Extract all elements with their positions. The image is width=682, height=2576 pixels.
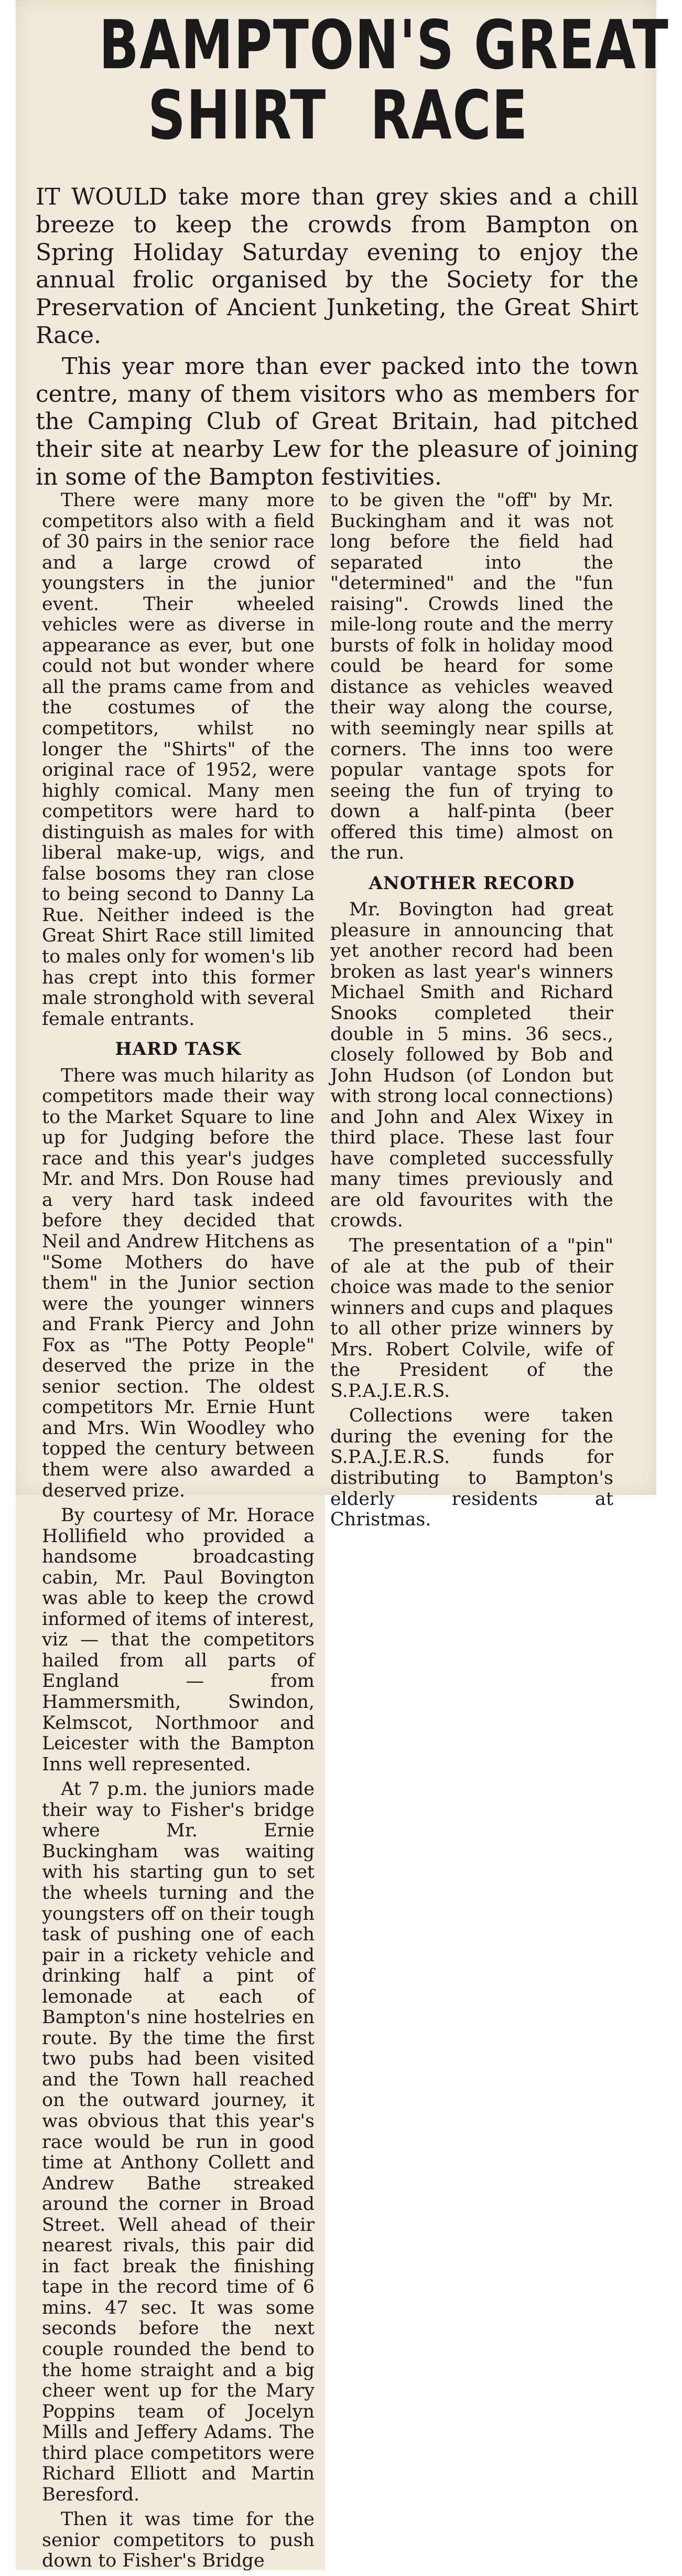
headline-line-2: SHIRT RACE — [148, 77, 528, 155]
intro-paragraph-1: IT WOULD take more than grey skies and a chill breeze to keep the crowds from Bampton on Spring Holiday Saturday evening to enjoy the annual frolic organised by the Society for the Preservation of Ancient Junketing, the Great Shirt Race. — [36, 184, 638, 349]
right-column — [330, 490, 613, 1535]
right-paragraph-1: to be given the "off" by Mr. Buckingham and it was not long before the field had separated into the "determined" and the "fun raising". Crowds lined the mile-long route and the merry bursts of folk in holiday mood could be heard for some distance as vehicles weaved their way along the course, with seemingly near spills at corners. The inns too were popular vantage spots for seeing the fun of trying to down a half-pinta (beer offered this time) almost on the run. — [330, 490, 613, 864]
headline — [31, 6, 669, 155]
left-paragraph-4: At 7 p.m. the juniors made their way to Fisher's bridge where Mr. Ernie Buckingham was waiting with his starting gun to set the wheels turning and the youngsters off on their tough task of pushing one of each pair in a rickety vehicle and drinking half a pint of lemonade at each of Bampton's nine hostelries en route. By the time the first two pubs had been visited and the Town hall reached on the outward journey, it was obvious that this year's race would be run in good time at Anthony Collett and Andrew Bathe streaked around the corner in Broad Street. Well ahead of their nearest rivals, this pair did in fact break the finishing tape in the record time of 6 mins. 47 sec. It was some seconds before the next couple rounded the bend to the home straight and a big cheer went up for the Mary Poppins team of Jocelyn Mills and Jeffery Adams. The third place competitors were Richard Elliott and Martin Beresford. — [42, 1779, 315, 2505]
right-paragraph-4: Collections were taken during the evening for the S.P.A.J.E.R.S. funds for distributing to Bampton's elderly residents at Christmas. — [330, 1405, 613, 1531]
left-paragraph-2: There was much hilarity as competitors made their way to the Market Square to line up for Judging before the race and this year's judges Mr. and Mrs. Don Rouse had a very hard task indeed before they decided that Neil and Andrew Hitchens as "Some Mothers do have them" in the Junior section were the younger winners and Frank Piercy and John Fox as "The Potty People" deserved the prize in the senior section. The oldest competitors Mr. Ernie Hunt and Mrs. Win Woodley who topped the century between them were also awarded a deserved prize. — [42, 1065, 315, 1501]
subhead-another-record: ANOTHER RECORD — [369, 872, 575, 894]
subhead-hard-task: HARD TASK — [115, 1039, 242, 1060]
headline-line-1: BAMPTON'S GREAT — [99, 6, 669, 84]
left-paragraph-5: Then it was time for the senior competitors to push down to Fisher's Bridge — [42, 2509, 315, 2572]
left-column — [42, 490, 315, 2576]
intro — [36, 184, 638, 495]
left-paragraph-3: By courtesy of Mr. Horace Hollifield who provided a handsome broadcasting cabin, Mr. Paul Bovington was able to keep the crowd informed of items of interest, viz — that the competitors hailed from all parts of England — from Hammersmith, Swindon, Kelmscot, Northmoor and Leicester with the Bampton Inns well represented. — [42, 1505, 315, 1775]
right-paragraph-3: The presentation of a "pin" of ale at the pub of their choice was made to the senior winners and cups and plaques to all other prize winners by Mrs. Robert Colvile, wife of the President of the S.P.A.J.E.R.S. — [330, 1235, 613, 1402]
left-paragraph-1: There were many more competitors also with a field of 30 pairs in the senior race and a large crowd of youngsters in the junior event. Their wheeled vehicles were as diverse in appearance as ever, but one could not but wonder where all the prams came from and the costumes of the competitors, whilst no longer the "Shirts" of the original race of 1952, were highly comical. Many men competitors were hard to distinguish as males for with liberal make-up, wigs, and false bosoms they ran close to being second to Danny La Rue. Neither indeed is the Great Shirt Race still limited to males only for women's lib has crept into this former male stronghold with several female entrants. — [42, 490, 315, 1030]
intro-paragraph-2: This year more than ever packed into the town centre, many of them visitors who as members for the Camping Club of Great Britain, had pitched their site at nearby Lew for the pleasure of joining in some of the Bampton festivities. — [36, 352, 638, 490]
blank-area — [325, 1495, 682, 2576]
right-paragraph-2: Mr. Bovington had great pleasure in announcing that yet another record had been broken as last year's winners Michael Smith and Richard Snooks completed their double in 5 mins. 36 secs., closely followed by Bob and John Hudson (of London but with strong local connections) and John and Alex Wixey in third place. These last four have completed successfully many times previously and are old favourites with the crowds. — [330, 899, 613, 1232]
